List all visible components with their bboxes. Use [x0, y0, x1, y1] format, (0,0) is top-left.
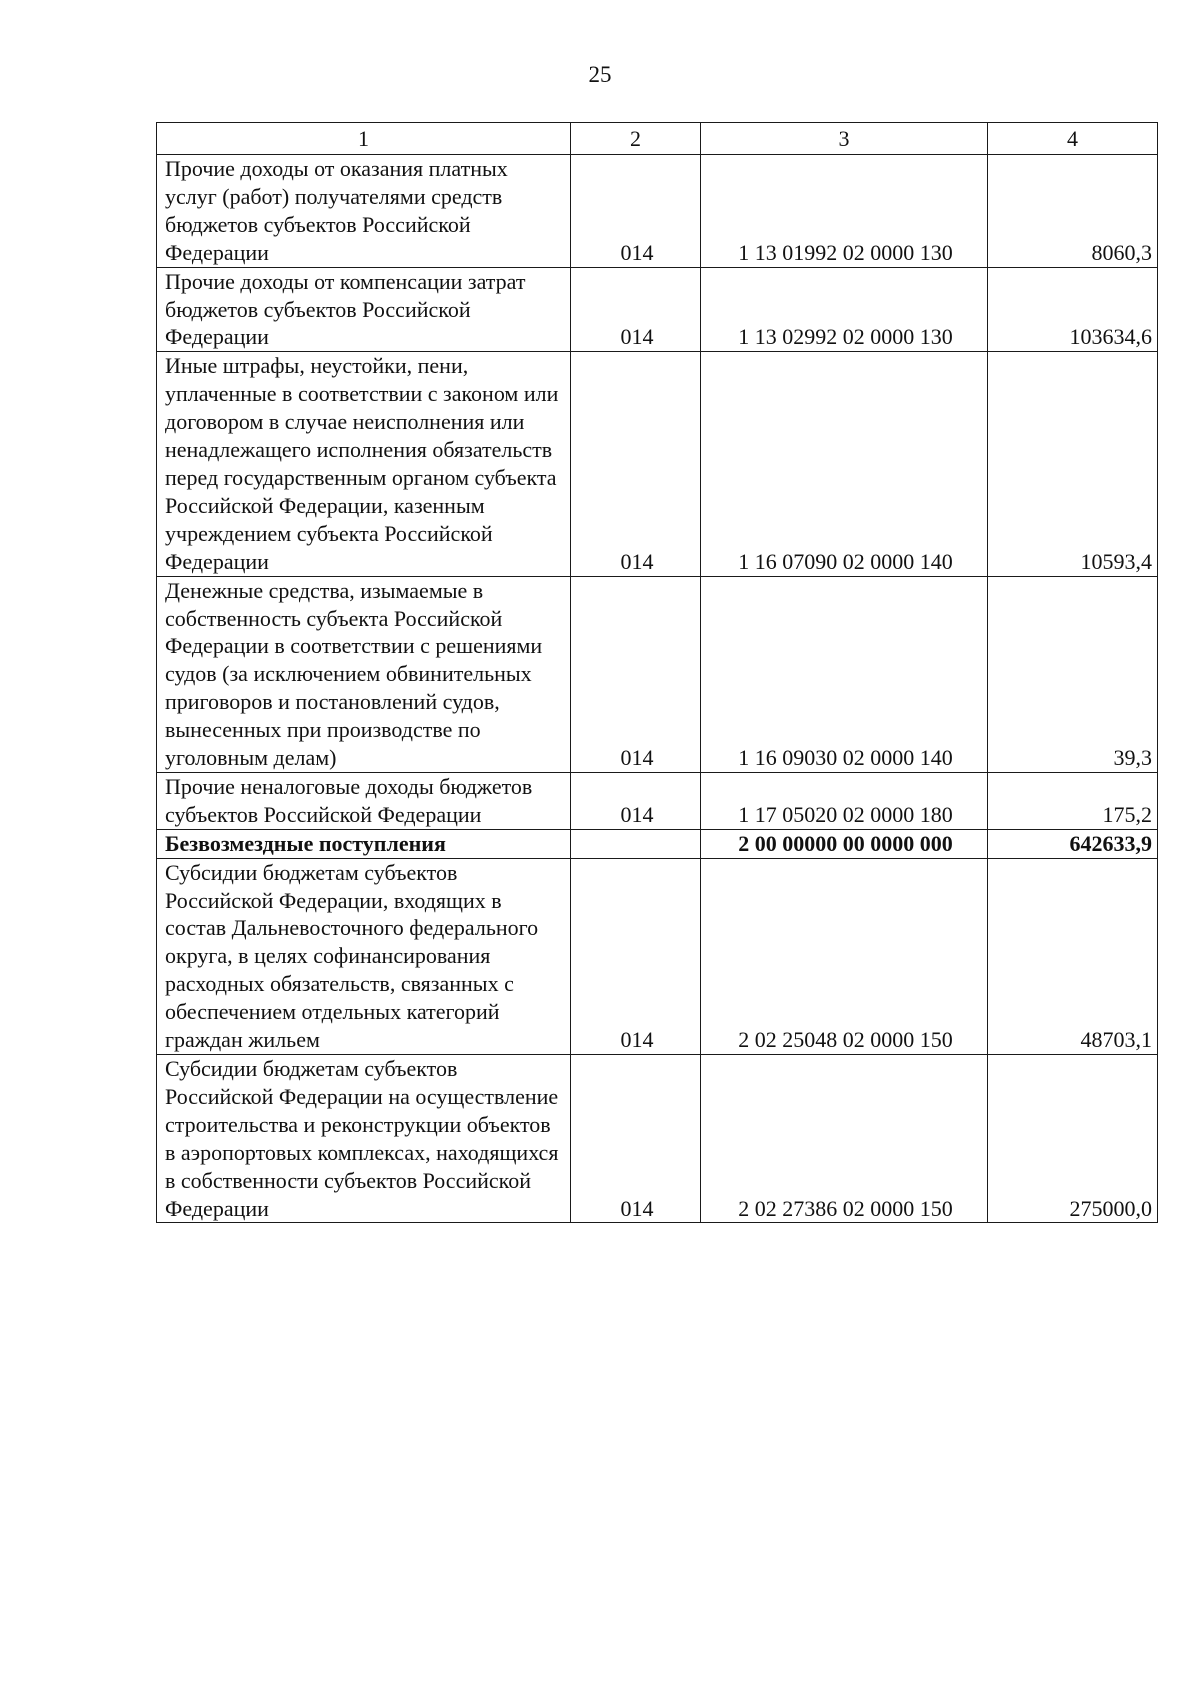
admin-code-cell: 014 [571, 267, 701, 352]
column-header-3: 3 [701, 123, 988, 155]
budget-code-cell: 1 13 02992 02 0000 130 [701, 267, 988, 352]
admin-code-cell: 014 [571, 858, 701, 1054]
admin-code-cell: 014 [571, 155, 701, 268]
admin-code-cell: 014 [571, 772, 701, 829]
amount-cell: 103634,6 [988, 267, 1158, 352]
table-row [157, 352, 1158, 576]
revenue-name-cell: Иные штрафы, неустойки, пени, уплаченные в соответствии с законом или договором в случае неисполнения или ненадлежащего исполнения обязательств перед государственным органом субъекта Российской Федерации, казенным учреждением субъекта Российской Федерации [157, 352, 571, 576]
revenue-table [156, 122, 1158, 1223]
revenue-name-cell: Субсидии бюджетам субъектов Российской Федерации на осуществление строительства и реконструкции объектов в аэропортовых комплексах, находящихся в собственности субъектов Российской Федерации [157, 1055, 571, 1223]
budget-code-cell: 1 17 05020 02 0000 180 [701, 772, 988, 829]
amount-cell: 48703,1 [988, 858, 1158, 1054]
admin-code-cell: 014 [571, 352, 701, 576]
admin-code-cell [571, 829, 701, 858]
revenue-name-cell: Прочие доходы от оказания платных услуг (работ) получателями средств бюджетов субъектов Российской Федерации [157, 155, 571, 268]
amount-cell: 8060,3 [988, 155, 1158, 268]
budget-code-cell: 2 02 27386 02 0000 150 [701, 1055, 988, 1223]
revenue-name-cell: Денежные средства, изымаемые в собственность субъекта Российской Федерации в соответствии с решениями судов (за исключением обвинительных приговоров и постановлений судов, вынесенных при производстве по уголовным делам) [157, 576, 571, 772]
admin-code-cell: 014 [571, 576, 701, 772]
amount-cell: 10593,4 [988, 352, 1158, 576]
table-row [157, 576, 1158, 772]
budget-code-cell: 1 16 07090 02 0000 140 [701, 352, 988, 576]
column-header-2: 2 [571, 123, 701, 155]
budget-code-cell: 2 02 25048 02 0000 150 [701, 858, 988, 1054]
table-row [157, 155, 1158, 268]
admin-code-cell: 014 [571, 1055, 701, 1223]
revenue-name-cell: Безвозмездные поступления [157, 829, 571, 858]
budget-code-cell: 1 16 09030 02 0000 140 [701, 576, 988, 772]
budget-code-cell: 1 13 01992 02 0000 130 [701, 155, 988, 268]
table-row [157, 267, 1158, 352]
column-header-4: 4 [988, 123, 1158, 155]
table-row [157, 858, 1158, 1054]
revenue-name-cell: Прочие доходы от компенсации затрат бюджетов субъектов Российской Федерации [157, 267, 571, 352]
table-row-total [157, 829, 1158, 858]
table-row [157, 1055, 1158, 1223]
table-header-row [157, 123, 1158, 155]
revenue-name-cell: Прочие неналоговые доходы бюджетов субъектов Российской Федерации [157, 772, 571, 829]
page-number: 25 [588, 62, 612, 87]
budget-code-cell: 2 00 00000 00 0000 000 [701, 829, 988, 858]
amount-cell: 275000,0 [988, 1055, 1158, 1223]
amount-cell: 642633,9 [988, 829, 1158, 858]
column-header-1: 1 [157, 123, 571, 155]
table-row [157, 772, 1158, 829]
amount-cell: 175,2 [988, 772, 1158, 829]
amount-cell: 39,3 [988, 576, 1158, 772]
revenue-name-cell: Субсидии бюджетам субъектов Российской Федерации, входящих в состав Дальневосточного федерального округа, в целях софинансирования расходных обязательств, связанных с обеспечением отдельных категорий граждан жильем [157, 858, 571, 1054]
